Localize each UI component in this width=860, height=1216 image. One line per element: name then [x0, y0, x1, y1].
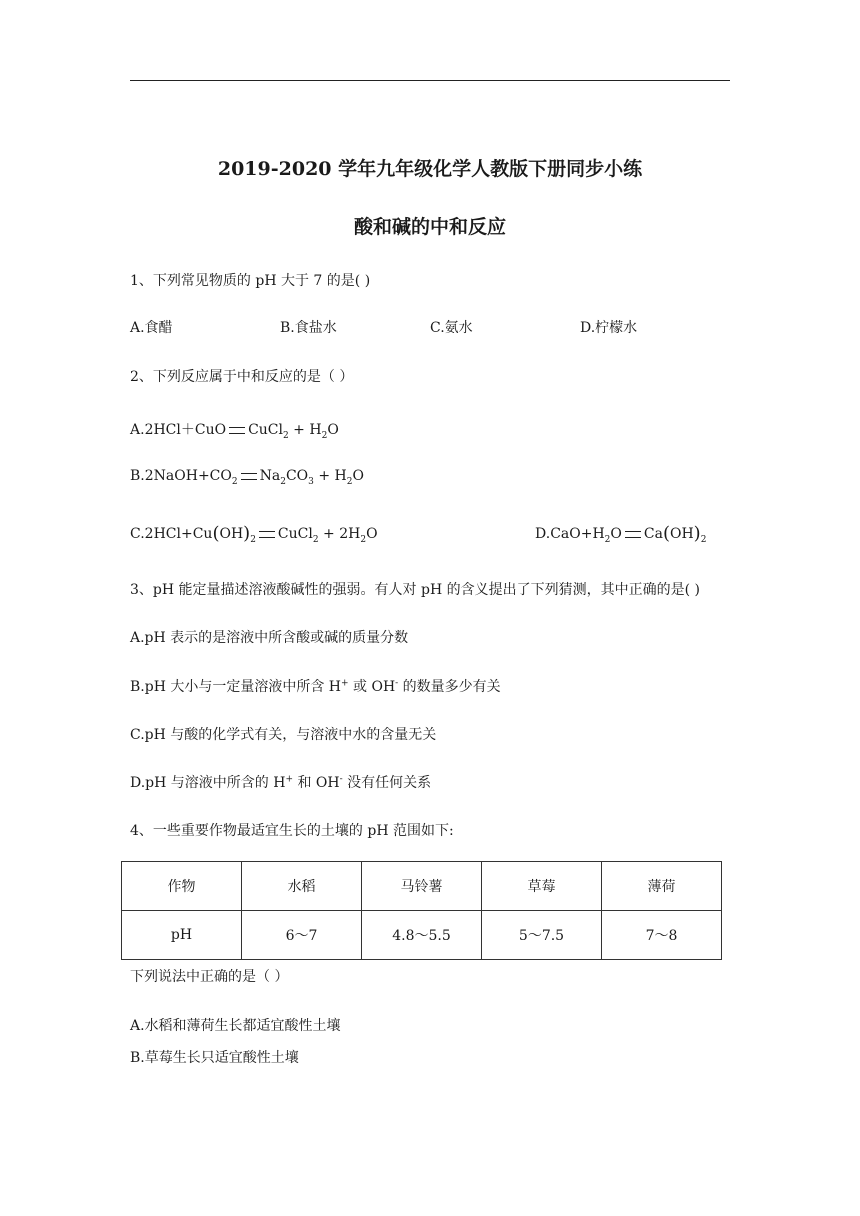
- q3-option-c: C.pH 与酸的化学式有关，与溶液中水的含量无关: [130, 727, 437, 743]
- q3-option-a: A.pH 表示的是溶液中所含酸或碱的质量分数: [130, 630, 409, 646]
- table-cell: 马铃薯: [362, 862, 482, 911]
- q2-stem: 2、下列反应属于中和反应的是（ ）: [130, 369, 354, 385]
- table-cell: pH: [122, 911, 242, 960]
- crop-ph-table: [121, 861, 722, 960]
- q3-option-b: B.pH 大小与一定量溶液中所含 H+ 或 OH- 的数量多少有关: [130, 678, 501, 695]
- q4-option-b: B.草莓生长只适宜酸性土壤: [130, 1050, 299, 1066]
- q2-option-c: $C.2HCl+Cu(OH)_2$ CuCl$_2$ + $2H_2O$: [130, 523, 378, 545]
- table-header-row: [122, 862, 722, 911]
- table-cell: 作物: [122, 862, 242, 911]
- q1-option-c: C.氨水: [430, 320, 473, 336]
- table-cell: 4.8～5.5: [362, 911, 482, 960]
- table-cell: 水稻: [242, 862, 362, 911]
- table-cell: 草莓: [482, 862, 602, 911]
- document-title: 2019-2020 学年九年级化学人教版下册同步小练: [217, 158, 643, 180]
- q1-option-a: A.食醋: [130, 320, 173, 336]
- table-cell: 薄荷: [602, 862, 722, 911]
- header-rule: [130, 80, 730, 81]
- q2-option-b: $B.2NaOH+CO_2$ $Na_2CO_3 + H_2O$: [130, 468, 364, 487]
- q4-stem: 4、一些重要作物最适宜生长的土壤的 pH 范围如下:: [130, 823, 454, 839]
- table-row: [122, 911, 722, 960]
- q3-option-d: D.pH 与溶液中所含的 H+ 和 OH- 没有任何关系: [130, 774, 432, 791]
- q4-question: 下列说法中正确的是（ ）: [130, 969, 289, 985]
- equals-sign: [259, 531, 275, 538]
- table-cell: 7～8: [602, 911, 722, 960]
- q1-stem: 1、下列常见物质的 pH 大于 7 的是( ): [130, 273, 371, 289]
- equals-sign: [625, 531, 641, 538]
- q3-stem: 3、pH 能定量描述溶液酸碱性的强弱。有人对 pH 的含义提出了下列猜测，其中正确的是( ): [130, 582, 700, 598]
- q1-option-d: D.柠檬水: [580, 320, 638, 336]
- equals-sign: [241, 473, 257, 480]
- table-cell: 5～7.5: [482, 911, 602, 960]
- q2-option-a: A.2HCl＋CuO CuCl$_2$ + $H_2O$: [130, 422, 339, 441]
- equals-sign: [229, 427, 245, 434]
- q4-option-a: A.水稻和薄荷生长都适宜酸性土壤: [130, 1018, 341, 1034]
- document-subtitle: 酸和碱的中和反应: [353, 216, 506, 238]
- table-cell: 6～7: [242, 911, 362, 960]
- q1-option-b: B.食盐水: [280, 320, 337, 336]
- q2-option-d: $D.CaO+H_2O$ $Ca(OH)_2$: [535, 523, 707, 545]
